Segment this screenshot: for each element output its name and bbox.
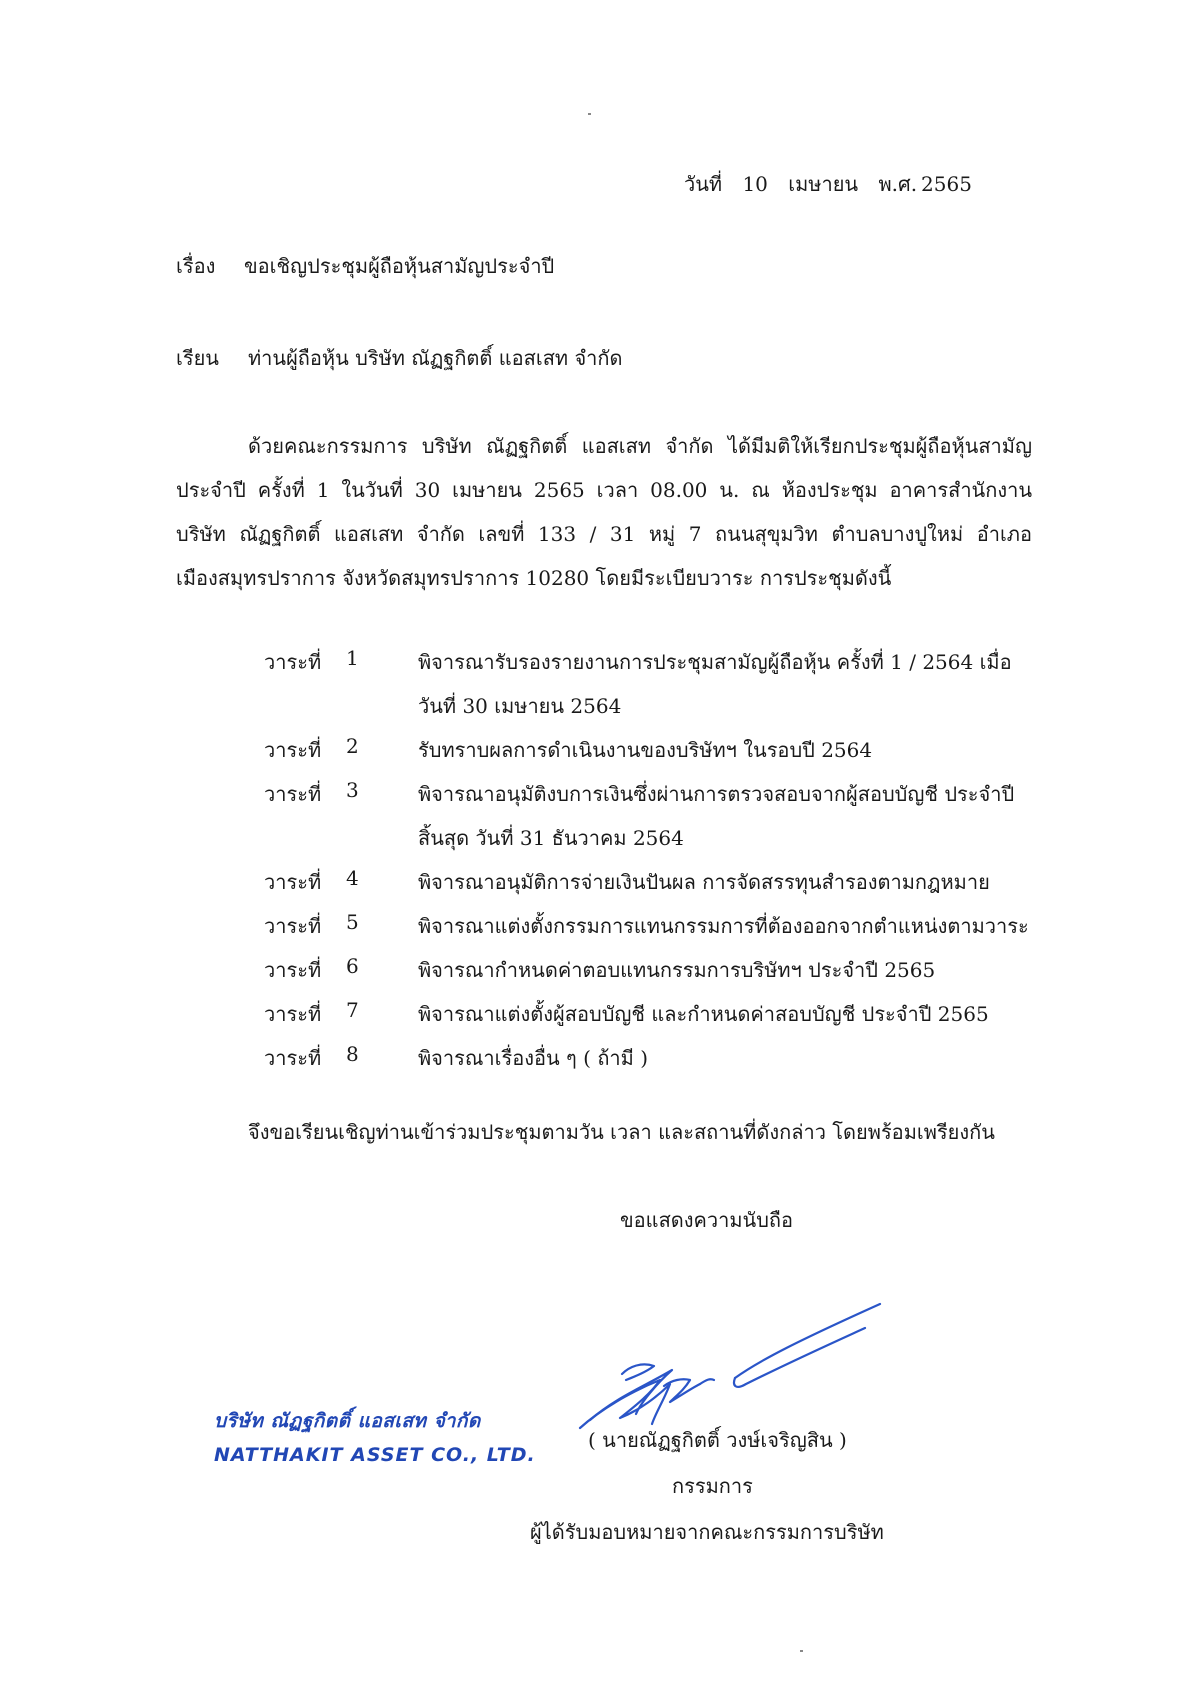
agenda-item-text: พิจารณาแต่งตั้งผู้สอบบัญชี และกำหนดค่าสอบบัญชี ประจำปี 2565 bbox=[418, 1002, 989, 1026]
agenda-label: วาระที่ bbox=[264, 738, 322, 762]
signer-authority: ผู้ได้รับมอบหมายจากคณะกรรมการบริษัท bbox=[530, 1520, 884, 1544]
subject-label: เรื่อง bbox=[176, 254, 216, 278]
agenda-item-text: พิจารณาอนุมัติการจ่ายเงินปันผล การจัดสรรทุนสำรองตามกฎหมาย bbox=[418, 870, 990, 894]
agenda-number: 8 bbox=[346, 1042, 359, 1066]
agenda-number: 2 bbox=[346, 734, 359, 758]
letter-date bbox=[684, 168, 986, 200]
agenda-item-text: รับทราบผลการดำเนินงานของบริษัทฯ ในรอบปี 2564 bbox=[418, 738, 873, 762]
agenda-label: วาระที่ bbox=[264, 1046, 322, 1070]
agenda-number: 3 bbox=[346, 778, 359, 802]
date-month: เมษายน bbox=[788, 172, 859, 196]
agenda-label: วาระที่ bbox=[264, 782, 322, 806]
body-line: ด้วยคณะกรรมการ บริษัท ณัฏฐกิตติ์ แอสเสท จำกัด ได้มีมติให้เรียกประชุมผู้ถือหุ้นสามัญ bbox=[248, 434, 1032, 458]
company-stamp bbox=[214, 1406, 536, 1466]
agenda-item-text: พิจารณาอนุมัติงบการเงินซึ่งผ่านการตรวจสอบจากผู้สอบบัญชี ประจำปี bbox=[418, 782, 1015, 806]
date-label: วันที่ bbox=[684, 172, 723, 196]
body-line: ประจำปี ครั้งที่ 1 ในวันที่ 30 เมษายน 2565 เวลา 08.00 น. ณ ห้องประชุม อาคารสำนักงาน bbox=[176, 478, 1032, 502]
agenda-number: 5 bbox=[346, 910, 359, 934]
recipient-label: เรียน bbox=[176, 346, 219, 370]
date-day: 10 bbox=[742, 172, 768, 196]
date-era: พ.ศ. bbox=[878, 172, 918, 196]
recipient-text: ท่านผู้ถือหุ้น บริษัท ณัฏฐกิตติ์ แอสเสท จำกัด bbox=[248, 346, 623, 370]
agenda-item-text: พิจารณาเรื่องอื่น ๆ ( ถ้ามี ) bbox=[418, 1046, 648, 1070]
agenda-label: วาระที่ bbox=[264, 914, 322, 938]
agenda-number: 7 bbox=[346, 998, 359, 1022]
scan-mark bbox=[588, 113, 591, 115]
stamp-english-name: NATTHAKIT ASSET CO., LTD. bbox=[214, 1444, 536, 1466]
agenda-item-text: พิจารณารับรองรายงานการประชุมสามัญผู้ถือหุ้น ครั้งที่ 1 / 2564 เมื่อ bbox=[418, 650, 1012, 674]
agenda-item-text: พิจารณากำหนดค่าตอบแทนกรรมการบริษัทฯ ประจำปี 2565 bbox=[418, 958, 936, 982]
agenda-label: วาระที่ bbox=[264, 1002, 322, 1026]
stamp-thai-name: บริษัท ณัฏฐกิตติ์ แอสเสท จำกัด bbox=[214, 1410, 481, 1432]
agenda-label: วาระที่ bbox=[264, 958, 322, 982]
signer-title: กรรมการ bbox=[672, 1474, 753, 1498]
agenda-label: วาระที่ bbox=[264, 650, 322, 674]
agenda-number: 6 bbox=[346, 954, 359, 978]
regards-text: ขอแสดงความนับถือ bbox=[620, 1208, 794, 1232]
body-line: บริษัท ณัฏฐกิตติ์ แอสเสท จำกัด เลขที่ 133 / 31 หมู่ 7 ถนนสุขุมวิท ตำบลบางปูใหม่ อำเภอ bbox=[176, 522, 1032, 546]
agenda-number: 4 bbox=[346, 866, 359, 890]
agenda-item-text: สิ้นสุด วันที่ 31 ธันวาคม 2564 bbox=[418, 826, 684, 850]
subject-text: ขอเชิญประชุมผู้ถือหุ้นสามัญประจำปี bbox=[244, 254, 555, 278]
agenda-item-text: วันที่ 30 เมษายน 2564 bbox=[418, 694, 622, 718]
date-year: 2565 bbox=[921, 172, 972, 196]
body-line: เมืองสมุทรปราการ จังหวัดสมุทรปราการ 10280 โดยมีระเบียบวาระ การประชุมดังนี้ bbox=[176, 566, 892, 590]
agenda-number: 1 bbox=[346, 646, 359, 670]
agenda-label: วาระที่ bbox=[264, 870, 322, 894]
agenda-item-text: พิจารณาแต่งตั้งกรรมการแทนกรรมการที่ต้องออกจากตำแหน่งตามวาระ bbox=[418, 914, 1029, 938]
signer-name: ( นายณัฏฐกิตติ์ วงษ์เจริญสิน ) bbox=[588, 1428, 847, 1452]
scan-mark bbox=[800, 1650, 803, 1652]
closing-text: จึงขอเรียนเชิญท่านเข้าร่วมประชุมตามวัน เวลา และสถานที่ดังกล่าว โดยพร้อมเพรียงกัน bbox=[248, 1120, 995, 1144]
